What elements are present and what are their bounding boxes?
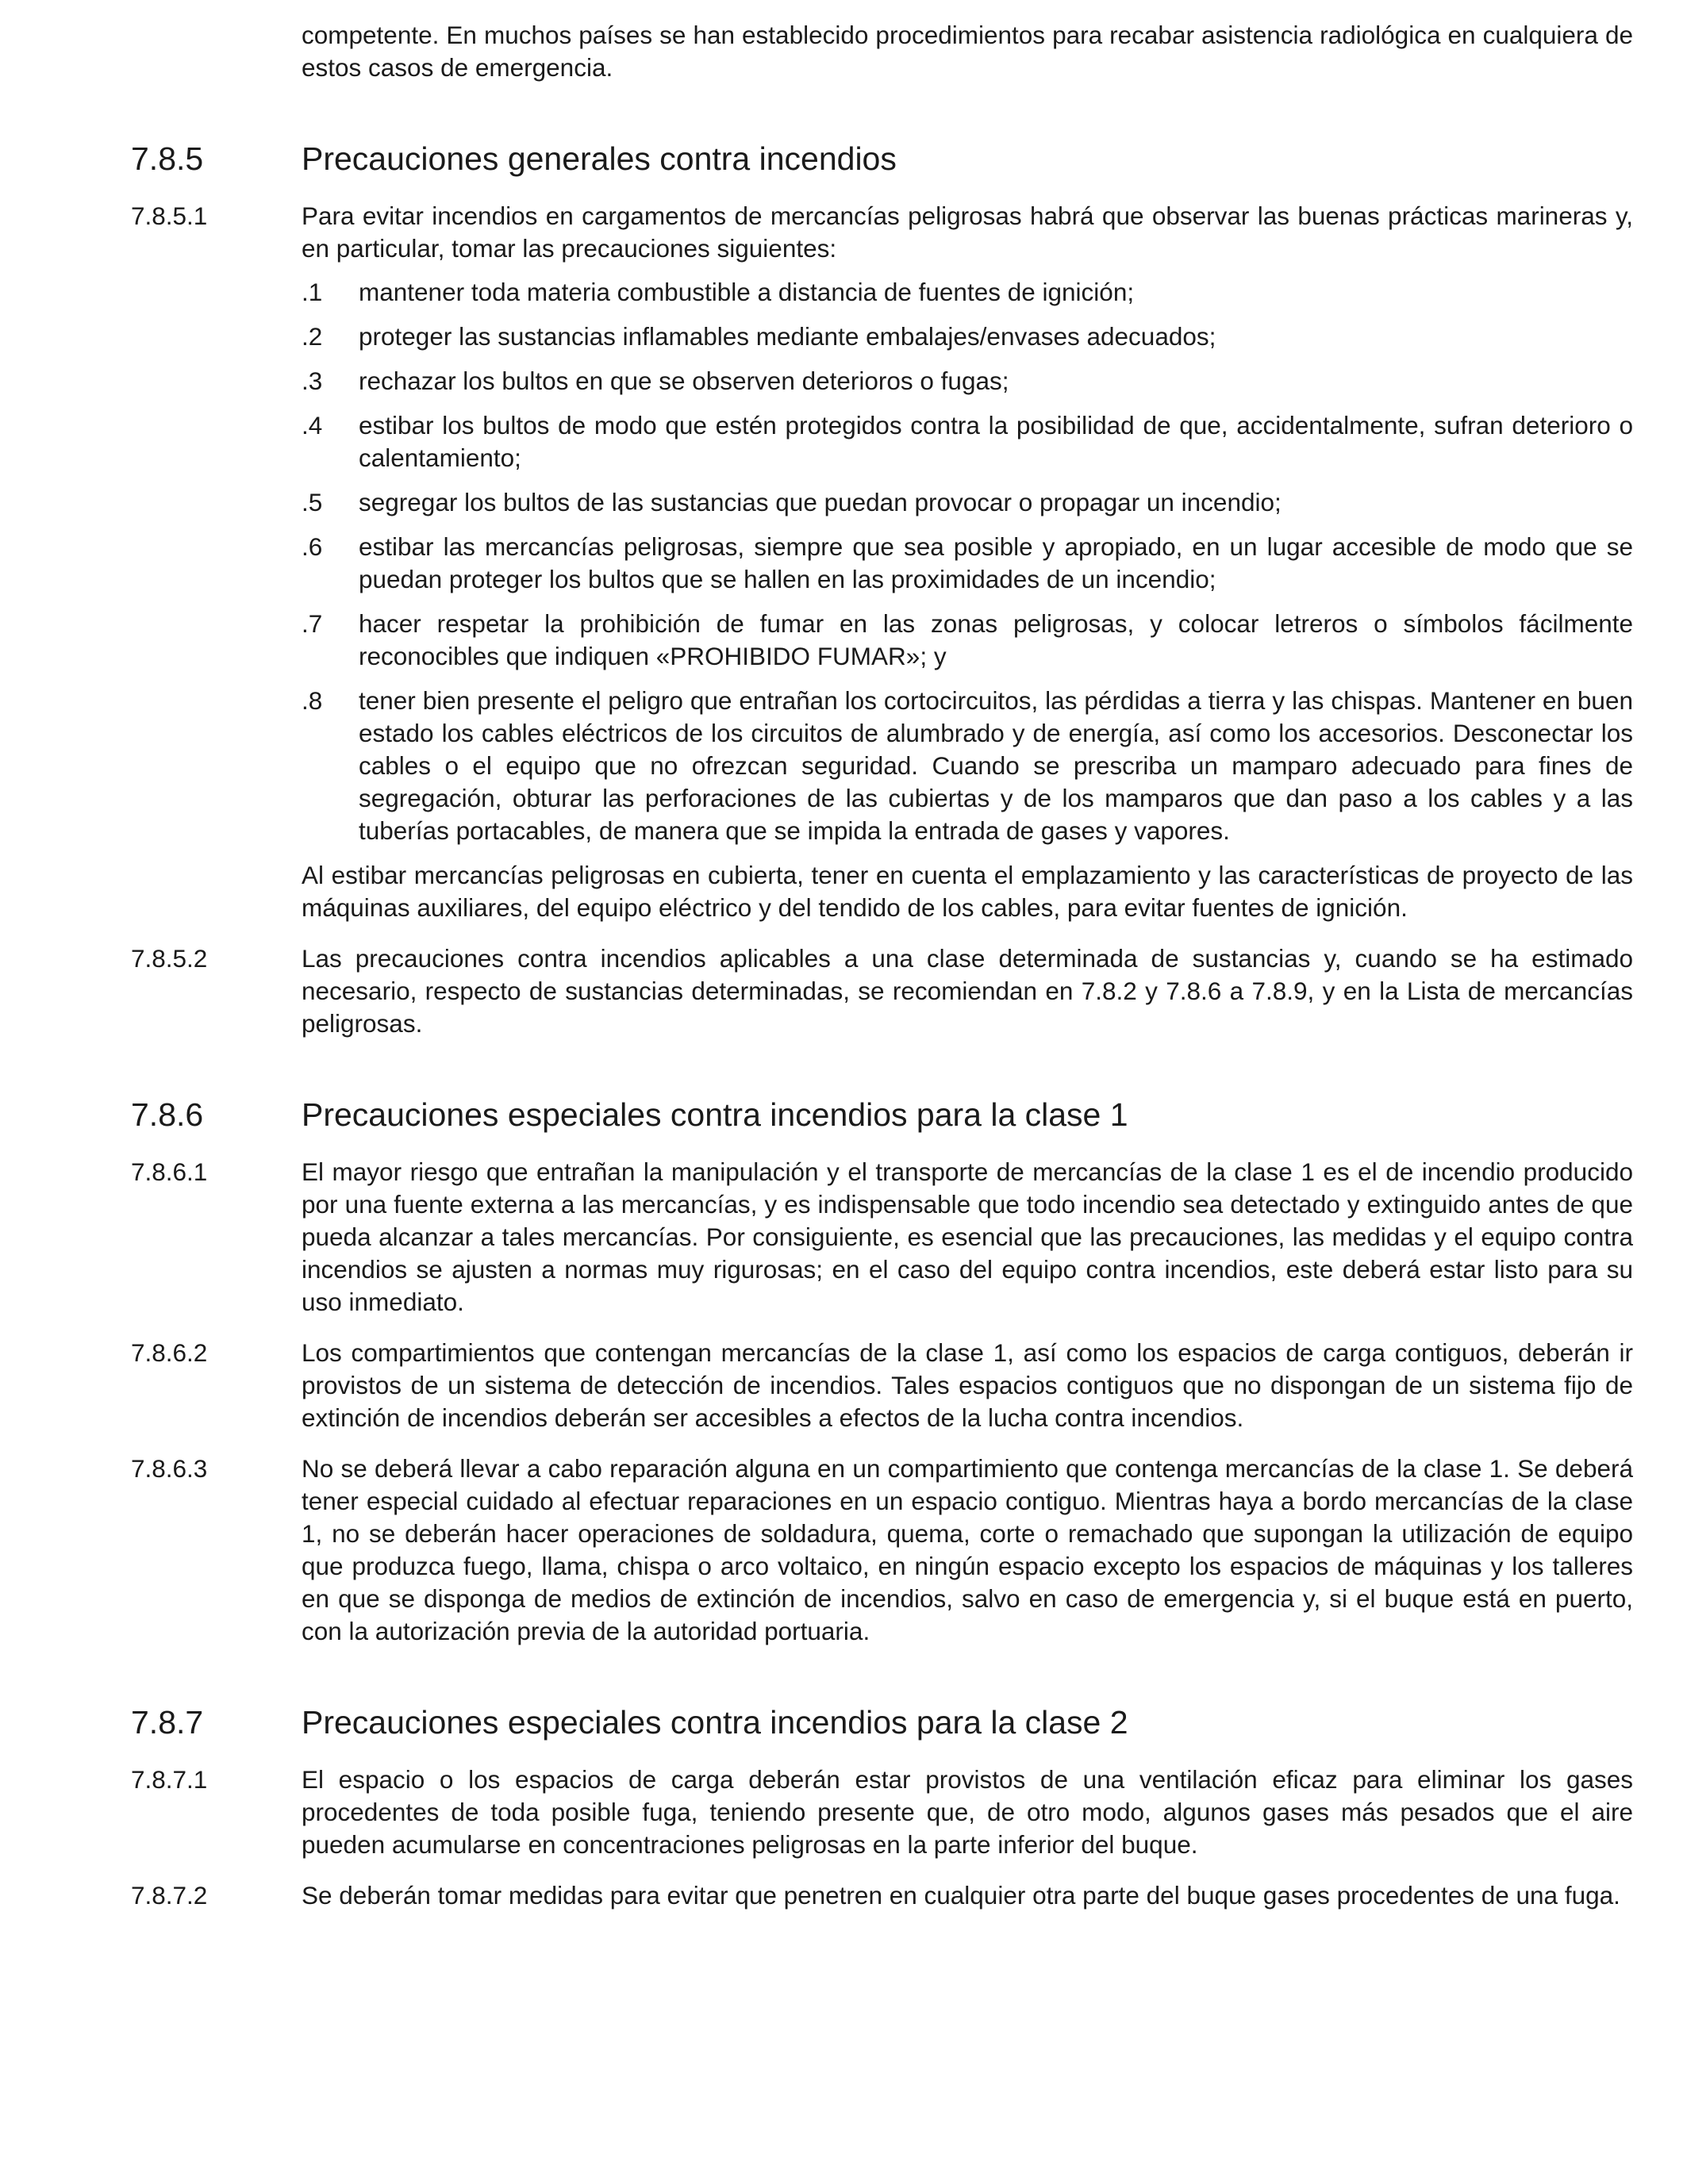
section-title: Precauciones especiales contra incendios para la clase 2 (302, 1704, 1128, 1741)
list-item-number: .7 (302, 609, 323, 638)
list-item (302, 409, 1633, 474)
paragraph-text: El mayor riesgo que entrañan la manipulación y el transporte de mercancías de la clase 1 es el de incendio producido por una fuente externa a las mercancías, y es indispensable que todo incendio sea detectado y extinguido antes de que pueda alcanzar a tales mercancías. Por consiguiente, es esencial que las precauciones, las medidas y el equipo contra incendios se ajusten a normas muy rigurosas; en el caso del equipo contra incendios, este deberá estar listo para su uso inmediato. (302, 1157, 1633, 1316)
paragraph-7-8-7-1 (131, 1764, 1633, 1861)
section-heading-7-8-7 (131, 1703, 1633, 1741)
list-item-text: segregar los bultos de las sustancias que puedan provocar o propagar un incendio; (359, 488, 1282, 516)
paragraph-7-8-7-2 (131, 1879, 1633, 1912)
section-number: 7.8.7 (131, 1704, 204, 1741)
paragraph-number: 7.8.6.2 (131, 1338, 208, 1367)
list-item-text: rechazar los bultos en que se observen deterioros o fugas; (359, 367, 1009, 395)
paragraph-number: 7.8.6.1 (131, 1157, 208, 1186)
section-title: Precauciones generales contra incendios (302, 140, 897, 177)
list-item-number: .2 (302, 322, 323, 351)
paragraph-7-8-5-1 (131, 200, 1633, 924)
paragraph-7-8-6-2 (131, 1337, 1633, 1434)
paragraph-text: El espacio o los espacios de carga deberán estar provistos de una ventilación eficaz para eliminar los gases procedentes de toda posible fuga, teniendo presente que, de otro modo, algunos gases más pesados que el aire pueden acumularse en concentraciones peligrosas en la parte inferior del buque. (302, 1765, 1633, 1859)
list-item (302, 365, 1633, 397)
paragraph-number: 7.8.5.2 (131, 944, 208, 973)
list-item-text: tener bien presente el peligro que entrañan los cortocircuitos, las pérdidas a tierra y las chispas. Mantener en buen estado los cables eléctricos de los circuitos de alumbrado y de energía, así como los accesorios. Desconectar los cables o el equipo que no ofrezcan seguridad. Cuando se prescriba un mamparo adecuado para fines de segregación, obturar las perforaciones de las cubiertas y de los mamparos que dan paso a los cables y a las tuberías portacables, de manera que se impida la entrada de gases y vapores. (359, 686, 1633, 845)
list-item-text: proteger las sustancias inflamables mediante embalajes/envases adecuados; (359, 322, 1216, 351)
paragraph-7-8-6-1 (131, 1156, 1633, 1318)
list-item-number: .3 (302, 367, 323, 395)
list-item-number: .1 (302, 278, 323, 306)
paragraph-number: 7.8.5.1 (131, 202, 208, 230)
list-item (302, 320, 1633, 353)
paragraph-number: 7.8.7.2 (131, 1881, 208, 1910)
paragraph-text: Para evitar incendios en cargamentos de mercancías peligrosas habrá que observar las buenas prácticas marineras y, en particular, tomar las precauciones siguientes: (302, 202, 1633, 263)
paragraph-text: No se deberá llevar a cabo reparación alguna en un compartimiento que contenga mercancías de la clase 1. Se deberá tener especial cuidado al efectuar reparaciones en un espacio contiguo. Mientras haya a bordo mercancías de la clase 1, no se deberán hacer operaciones de soldadura, quema, corte o remachado que supongan la utilización de equipo que produzca fuego, llama, chispa o arco voltaico, en ningún espacio excepto los espacios de máquinas y los talleres en que se disponga de medios de extinción de incendios, salvo en caso de emergencia y, si el buque está en puerto, con la autorización previa de la autoridad portuaria. (302, 1454, 1633, 1645)
paragraph-7-8-6-3 (131, 1453, 1633, 1648)
paragraph-7-8-5-2 (131, 942, 1633, 1040)
list-item (302, 608, 1633, 673)
list-item (302, 685, 1633, 847)
intro-paragraph (131, 19, 1633, 84)
list-item (302, 531, 1633, 596)
list-item-text: estibar los bultos de modo que estén protegidos contra la posibilidad de que, accidentalmente, sufran deterioro o calentamiento; (359, 411, 1633, 472)
paragraph-text: Las precauciones contra incendios aplicables a una clase determinada de sustancias y, cuando se ha estimado necesario, respecto de sustancias determinadas, se recomiendan en 7.8.2 y 7.8.6 a 7.8.9, y en la Lista de mercancías peligrosas. (302, 944, 1633, 1038)
section-heading-7-8-5 (131, 140, 1633, 178)
document-page (131, 19, 1633, 1912)
paragraph-text: Se deberán tomar medidas para evitar que penetren en cualquier otra parte del buque gases procedentes de una fuga. (302, 1881, 1620, 1910)
list-item-text: estibar las mercancías peligrosas, siempre que sea posible y apropiado, en un lugar accesible de modo que se puedan proteger los bultos que se hallen en las proximidades de un incendio; (359, 532, 1633, 593)
paragraph-text: Los compartimientos que contengan mercancías de la clase 1, así como los espacios de carga contiguos, deberán ir provistos de un sistema de detección de incendios. Tales espacios contiguos que no dispongan de un sistema fijo de extinción de incendios deberán ser accesibles a efectos de la lucha contra incendios. (302, 1338, 1633, 1432)
list-item-number: .8 (302, 686, 323, 715)
section-title: Precauciones especiales contra incendios para la clase 1 (302, 1096, 1128, 1133)
list-item-number: .4 (302, 411, 323, 439)
list-item-text: hacer respetar la prohibición de fumar en las zonas peligrosas, y colocar letreros o símbolos fácilmente reconocibles que indiquen «PROHIBIDO FUMAR»; y (359, 609, 1633, 670)
list-item (302, 486, 1633, 519)
list-item (302, 276, 1633, 309)
paragraph-number: 7.8.6.3 (131, 1454, 208, 1483)
intro-text: competente. En muchos países se han establecido procedimientos para recabar asistencia radiológica en cualquiera de estos casos de emergencia. (302, 21, 1633, 82)
paragraph-number: 7.8.7.1 (131, 1765, 208, 1794)
list-item-number: .6 (302, 532, 323, 561)
paragraph-closing-text: Al estibar mercancías peligrosas en cubierta, tener en cuenta el emplazamiento y las características de proyecto de las máquinas auxiliares, del equipo eléctrico y del tendido de los cables, para evitar fuentes de ignición. (302, 861, 1633, 922)
section-number: 7.8.5 (131, 140, 204, 177)
section-heading-7-8-6 (131, 1096, 1633, 1134)
section-number: 7.8.6 (131, 1096, 204, 1133)
precaution-list (302, 276, 1633, 847)
list-item-number: .5 (302, 488, 323, 516)
list-item-text: mantener toda materia combustible a distancia de fuentes de ignición; (359, 278, 1135, 306)
